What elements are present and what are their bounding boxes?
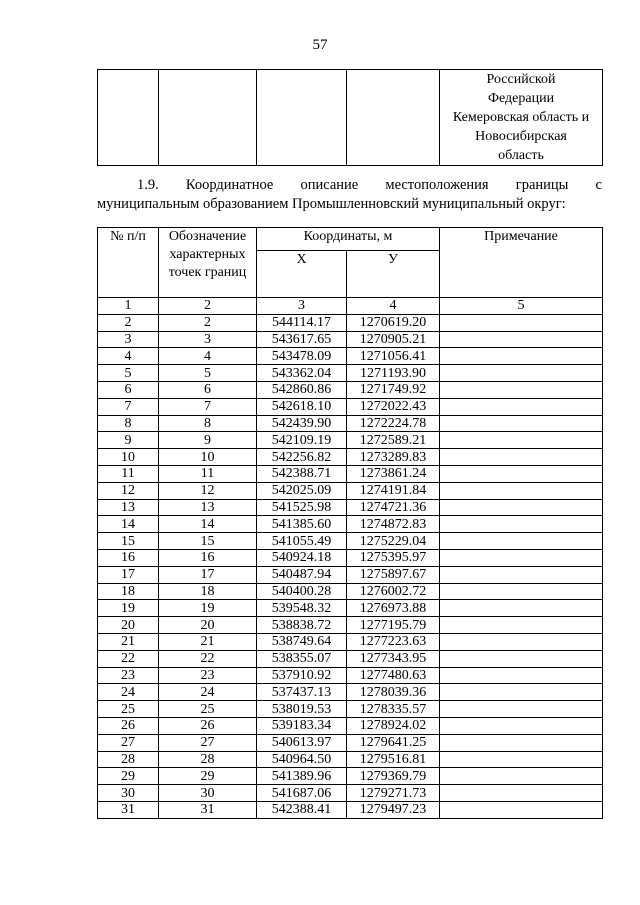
coord-x: 543362.04 <box>257 365 347 382</box>
row-number: 10 <box>98 449 159 466</box>
coord-y: 1278924.02 <box>347 717 440 734</box>
point-designation: 30 <box>159 785 257 802</box>
coord-y: 1273861.24 <box>347 465 440 482</box>
table-row <box>98 650 603 667</box>
coordinates-table <box>97 227 603 819</box>
coord-x: 539548.32 <box>257 600 347 617</box>
coord-y: 1279641.25 <box>347 734 440 751</box>
point-designation: 29 <box>159 768 257 785</box>
coord-y: 1275229.04 <box>347 533 440 550</box>
row-number: 31 <box>98 801 159 818</box>
row-note <box>440 348 603 365</box>
row-note <box>440 566 603 583</box>
row-note <box>440 650 603 667</box>
coord-y: 1271749.92 <box>347 381 440 398</box>
table-row <box>98 785 603 802</box>
row-number: 22 <box>98 650 159 667</box>
coord-x: 540400.28 <box>257 583 347 600</box>
point-designation: 15 <box>159 533 257 550</box>
table-row <box>98 348 603 365</box>
row-note <box>440 684 603 701</box>
point-designation: 13 <box>159 499 257 516</box>
coord-x: 541385.60 <box>257 516 347 533</box>
table-row <box>98 566 603 583</box>
table-row <box>98 432 603 449</box>
coord-y: 1276002.72 <box>347 583 440 600</box>
table-row <box>98 398 603 415</box>
row-note <box>440 617 603 634</box>
row-note <box>440 533 603 550</box>
coord-x: 543617.65 <box>257 331 347 348</box>
coord-y: 1278335.57 <box>347 701 440 718</box>
row-number: 3 <box>98 331 159 348</box>
row-note <box>440 499 603 516</box>
row-number: 15 <box>98 533 159 550</box>
coord-x: 540964.50 <box>257 751 347 768</box>
header-x: X <box>257 251 347 298</box>
row-note <box>440 785 603 802</box>
point-designation: 5 <box>159 365 257 382</box>
note-line: Новосибирская <box>475 129 567 144</box>
table-row <box>98 533 603 550</box>
row-note <box>440 482 603 499</box>
point-designation: 4 <box>159 348 257 365</box>
point-designation: 31 <box>159 801 257 818</box>
point-designation: 26 <box>159 717 257 734</box>
table-row <box>98 684 603 701</box>
point-designation: 20 <box>159 617 257 634</box>
coord-x: 542618.10 <box>257 398 347 415</box>
coord-x: 538019.53 <box>257 701 347 718</box>
table-header-row <box>98 228 603 251</box>
page-number: 57 <box>312 37 328 53</box>
coord-y: 1272022.43 <box>347 398 440 415</box>
table-row <box>98 70 603 166</box>
row-note <box>440 465 603 482</box>
coord-x: 542256.82 <box>257 449 347 466</box>
point-designation: 8 <box>159 415 257 432</box>
row-number: 19 <box>98 600 159 617</box>
row-number: 28 <box>98 751 159 768</box>
column-number-row <box>98 298 603 315</box>
point-designation: 12 <box>159 482 257 499</box>
note-cell <box>440 70 603 166</box>
row-number: 7 <box>98 398 159 415</box>
row-number: 11 <box>98 465 159 482</box>
coord-y: 1274191.84 <box>347 482 440 499</box>
table-row <box>98 331 603 348</box>
column-number: 5 <box>440 298 603 315</box>
coord-y: 1275897.67 <box>347 566 440 583</box>
row-number: 21 <box>98 633 159 650</box>
table-row <box>98 465 603 482</box>
coord-y: 1274721.36 <box>347 499 440 516</box>
row-note <box>440 701 603 718</box>
coord-y: 1279271.73 <box>347 785 440 802</box>
point-designation: 23 <box>159 667 257 684</box>
row-number: 16 <box>98 549 159 566</box>
point-designation: 27 <box>159 734 257 751</box>
row-note <box>440 801 603 818</box>
coord-x: 541687.06 <box>257 785 347 802</box>
table-row <box>98 617 603 634</box>
table-row <box>98 600 603 617</box>
point-designation: 6 <box>159 381 257 398</box>
coordinates-rows <box>98 314 603 818</box>
row-note <box>440 751 603 768</box>
note-line: Российской <box>486 72 556 87</box>
section-paragraph <box>97 176 602 214</box>
coord-y: 1279369.79 <box>347 768 440 785</box>
table-cell <box>98 70 159 166</box>
row-number: 29 <box>98 768 159 785</box>
row-number: 5 <box>98 365 159 382</box>
table-row <box>98 482 603 499</box>
coord-x: 540487.94 <box>257 566 347 583</box>
note-line: область <box>498 148 544 163</box>
table-row <box>98 415 603 432</box>
row-number: 27 <box>98 734 159 751</box>
table-row <box>98 499 603 516</box>
coord-y: 1270905.21 <box>347 331 440 348</box>
coord-y: 1271193.90 <box>347 365 440 382</box>
row-note <box>440 415 603 432</box>
coord-y: 1271056.41 <box>347 348 440 365</box>
table-row <box>98 365 603 382</box>
point-designation: 19 <box>159 600 257 617</box>
point-designation: 9 <box>159 432 257 449</box>
table-cell <box>347 70 440 166</box>
point-designation: 14 <box>159 516 257 533</box>
coord-x: 542388.71 <box>257 465 347 482</box>
coord-y: 1279516.81 <box>347 751 440 768</box>
row-number: 13 <box>98 499 159 516</box>
coord-x: 537437.13 <box>257 684 347 701</box>
column-number: 4 <box>347 298 440 315</box>
point-designation: 22 <box>159 650 257 667</box>
coord-y: 1277343.95 <box>347 650 440 667</box>
coord-y: 1270619.20 <box>347 314 440 331</box>
point-designation: 24 <box>159 684 257 701</box>
point-designation: 3 <box>159 331 257 348</box>
paragraph-line-2: муниципальным образованием Промышленновский муниципальный округ: <box>97 196 566 212</box>
point-designation: 28 <box>159 751 257 768</box>
header-y: У <box>347 251 440 298</box>
note-line: Кемеровская область и <box>452 110 590 125</box>
coord-y: 1275395.97 <box>347 549 440 566</box>
header-designation: Обозначение характерных точек границ <box>159 228 257 298</box>
row-note <box>440 365 603 382</box>
coord-y: 1273289.83 <box>347 449 440 466</box>
coord-y: 1278039.36 <box>347 684 440 701</box>
point-designation: 17 <box>159 566 257 583</box>
row-note <box>440 449 603 466</box>
row-number: 20 <box>98 617 159 634</box>
row-note <box>440 381 603 398</box>
row-note <box>440 549 603 566</box>
point-designation: 21 <box>159 633 257 650</box>
row-number: 9 <box>98 432 159 449</box>
row-note <box>440 516 603 533</box>
table-row <box>98 583 603 600</box>
coord-x: 538355.07 <box>257 650 347 667</box>
coord-y: 1272224.78 <box>347 415 440 432</box>
continued-table-fragment <box>97 69 603 166</box>
row-number: 30 <box>98 785 159 802</box>
point-designation: 16 <box>159 549 257 566</box>
row-note <box>440 600 603 617</box>
table-row <box>98 734 603 751</box>
row-note <box>440 398 603 415</box>
row-number: 2 <box>98 314 159 331</box>
table-row <box>98 381 603 398</box>
point-designation: 2 <box>159 314 257 331</box>
coord-y: 1277223.63 <box>347 633 440 650</box>
coord-x: 537910.92 <box>257 667 347 684</box>
row-note <box>440 331 603 348</box>
row-number: 6 <box>98 381 159 398</box>
table-row <box>98 516 603 533</box>
coord-y: 1274872.83 <box>347 516 440 533</box>
coord-x: 542860.86 <box>257 381 347 398</box>
row-note <box>440 768 603 785</box>
row-number: 23 <box>98 667 159 684</box>
header-note: Примечание <box>440 228 603 298</box>
row-number: 8 <box>98 415 159 432</box>
coord-x: 538749.64 <box>257 633 347 650</box>
coord-x: 543478.09 <box>257 348 347 365</box>
column-number: 3 <box>257 298 347 315</box>
row-number: 14 <box>98 516 159 533</box>
coord-y: 1277480.63 <box>347 667 440 684</box>
table-row <box>98 633 603 650</box>
coord-y: 1272589.21 <box>347 432 440 449</box>
coord-x: 541055.49 <box>257 533 347 550</box>
table-row <box>98 667 603 684</box>
row-note <box>440 734 603 751</box>
point-designation: 10 <box>159 449 257 466</box>
table-row <box>98 751 603 768</box>
point-designation: 7 <box>159 398 257 415</box>
row-number: 18 <box>98 583 159 600</box>
row-note <box>440 717 603 734</box>
table-row <box>98 314 603 331</box>
table-row <box>98 449 603 466</box>
header-coordinates: Координаты, м <box>257 228 440 251</box>
row-number: 26 <box>98 717 159 734</box>
coord-x: 540924.18 <box>257 549 347 566</box>
coord-x: 542388.41 <box>257 801 347 818</box>
table-row <box>98 801 603 818</box>
paragraph-line-1: 1.9. Координатное описание местоположения границы с <box>137 177 602 193</box>
coord-x: 538838.72 <box>257 617 347 634</box>
point-designation: 25 <box>159 701 257 718</box>
row-note <box>440 667 603 684</box>
table-row <box>98 717 603 734</box>
coord-x: 542439.90 <box>257 415 347 432</box>
row-note <box>440 314 603 331</box>
coord-y: 1277195.79 <box>347 617 440 634</box>
table-cell <box>159 70 257 166</box>
row-number: 12 <box>98 482 159 499</box>
row-number: 17 <box>98 566 159 583</box>
table-cell <box>257 70 347 166</box>
row-number: 24 <box>98 684 159 701</box>
row-note <box>440 432 603 449</box>
coord-x: 544114.17 <box>257 314 347 331</box>
column-number: 2 <box>159 298 257 315</box>
row-number: 4 <box>98 348 159 365</box>
note-line: Федерации <box>487 91 555 106</box>
table-row <box>98 768 603 785</box>
coord-y: 1276973.88 <box>347 600 440 617</box>
table-row <box>98 549 603 566</box>
row-number: 25 <box>98 701 159 718</box>
coord-x: 541389.96 <box>257 768 347 785</box>
point-designation: 18 <box>159 583 257 600</box>
header-num: № п/п <box>98 228 159 298</box>
column-number: 1 <box>98 298 159 315</box>
coord-x: 540613.97 <box>257 734 347 751</box>
coord-x: 541525.98 <box>257 499 347 516</box>
coord-x: 542109.19 <box>257 432 347 449</box>
coord-x: 539183.34 <box>257 717 347 734</box>
row-note <box>440 633 603 650</box>
row-note <box>440 583 603 600</box>
coord-y: 1279497.23 <box>347 801 440 818</box>
table-row <box>98 701 603 718</box>
point-designation: 11 <box>159 465 257 482</box>
coord-x: 542025.09 <box>257 482 347 499</box>
